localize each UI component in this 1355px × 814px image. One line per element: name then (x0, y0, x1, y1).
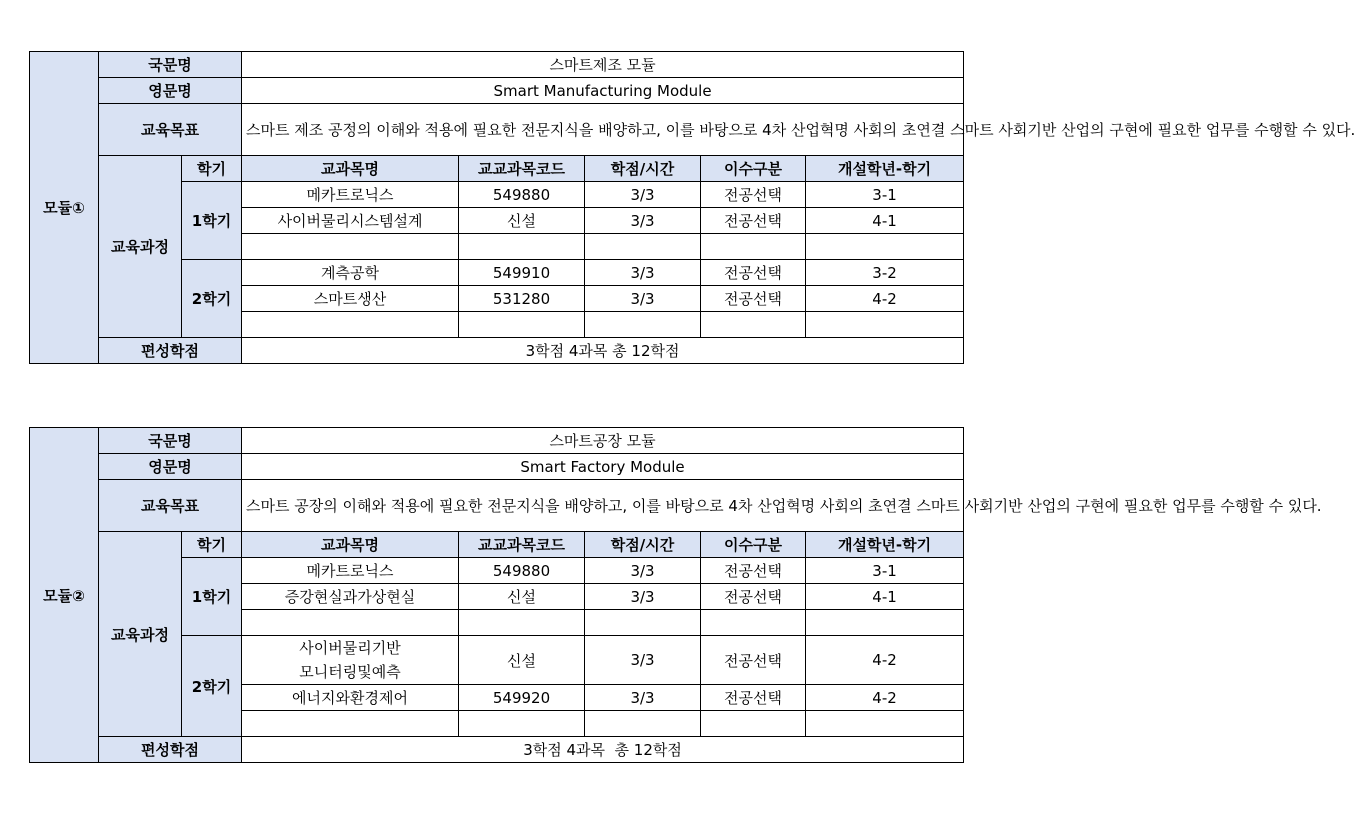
objective-value: 스마트 제조 공정의 이해와 적용에 필요한 전문지식을 배양하고, 이를 바탕으로 4차 산업혁명 사회의 초연결 스마트 사회기반 산업의 구현에 필요한 업무를 수행할 수 있다. (242, 104, 964, 156)
course-code: 신설 (459, 636, 585, 685)
course-name: 증강현실과가상현실 (242, 584, 459, 610)
header-credit: 학점/시간 (585, 532, 701, 558)
header-year: 개설학년-학기 (806, 156, 964, 182)
semester-label: 1학기 (182, 182, 242, 260)
course-name: 에너지와환경제어 (242, 685, 459, 711)
english-name-value: Smart Manufacturing Module (242, 78, 964, 104)
course-name: 사이버물리시스템설계 (242, 208, 459, 234)
semester-label: 2학기 (182, 260, 242, 338)
course-credit: 3/3 (585, 584, 701, 610)
header-course-name: 교과목명 (242, 156, 459, 182)
english-name-value: Smart Factory Module (242, 454, 964, 480)
curriculum-label: 교육과정 (99, 156, 182, 338)
course-code: 신설 (459, 208, 585, 234)
course-year: 4-1 (806, 584, 964, 610)
course-type: 전공선택 (701, 286, 806, 312)
course-name: 스마트생산 (242, 286, 459, 312)
course-type: 전공선택 (701, 208, 806, 234)
korean-name-value: 스마트공장 모듈 (242, 428, 964, 454)
total-credits-label: 편성학점 (99, 737, 242, 763)
course-name: 메카트로닉스 (242, 558, 459, 584)
course-name: 계측공학 (242, 260, 459, 286)
course-year: 3-2 (806, 260, 964, 286)
course-name (242, 636, 459, 685)
header-semester: 학기 (182, 156, 242, 182)
total-credits-value: 3학점 4과목 총 12학점 (242, 338, 964, 364)
objective-label: 교육목표 (99, 104, 242, 156)
course-year: 4-2 (806, 636, 964, 685)
semester-label: 1학기 (182, 558, 242, 636)
course-credit: 3/3 (585, 558, 701, 584)
semester-label: 2학기 (182, 636, 242, 737)
module-label: 모듈① (30, 52, 99, 364)
course-type: 전공선택 (701, 636, 806, 685)
objective-value: 스마트 공장의 이해와 적용에 필요한 전문지식을 배양하고, 이를 바탕으로 4차 산업혁명 사회의 초연결 스마트 사회기반 산업의 구현에 필요한 업무를 수행할 수 있다. (242, 480, 964, 532)
header-year: 개설학년-학기 (806, 532, 964, 558)
course-credit: 3/3 (585, 685, 701, 711)
header-course-name: 교과목명 (242, 532, 459, 558)
course-code: 549880 (459, 558, 585, 584)
course-name-line-1: 사이버물리기반 (299, 639, 401, 657)
course-type: 전공선택 (701, 558, 806, 584)
course-credit: 3/3 (585, 208, 701, 234)
course-type: 전공선택 (701, 260, 806, 286)
course-code: 549910 (459, 260, 585, 286)
header-course-code: 교교과목코드 (459, 156, 585, 182)
course-year: 4-2 (806, 685, 964, 711)
course-type: 전공선택 (701, 182, 806, 208)
course-year: 3-1 (806, 182, 964, 208)
course-code: 신설 (459, 584, 585, 610)
course-year: 3-1 (806, 558, 964, 584)
objective-label: 교육목표 (99, 480, 242, 532)
header-semester: 학기 (182, 532, 242, 558)
header-credit: 학점/시간 (585, 156, 701, 182)
korean-name-label: 국문명 (99, 428, 242, 454)
curriculum-label: 교육과정 (99, 532, 182, 737)
korean-name-label: 국문명 (99, 52, 242, 78)
total-credits-value: 3학점 4과목 총 12학점 (242, 737, 964, 763)
course-name: 메카트로닉스 (242, 182, 459, 208)
course-type: 전공선택 (701, 584, 806, 610)
korean-name-value: 스마트제조 모듈 (242, 52, 964, 78)
course-credit: 3/3 (585, 260, 701, 286)
module-1-table (29, 51, 1355, 364)
course-code: 549920 (459, 685, 585, 711)
course-credit: 3/3 (585, 636, 701, 685)
header-type: 이수구분 (701, 156, 806, 182)
course-code: 549880 (459, 182, 585, 208)
course-name-line-2: 모니터링및예측 (299, 663, 401, 681)
course-credit: 3/3 (585, 286, 701, 312)
course-year: 4-1 (806, 208, 964, 234)
course-code: 531280 (459, 286, 585, 312)
course-type: 전공선택 (701, 685, 806, 711)
english-name-label: 영문명 (99, 78, 242, 104)
header-course-code: 교교과목코드 (459, 532, 585, 558)
module-2-table (29, 427, 1322, 763)
header-type: 이수구분 (701, 532, 806, 558)
course-credit: 3/3 (585, 182, 701, 208)
course-year: 4-2 (806, 286, 964, 312)
english-name-label: 영문명 (99, 454, 242, 480)
total-credits-label: 편성학점 (99, 338, 242, 364)
module-label: 모듈② (30, 428, 99, 763)
